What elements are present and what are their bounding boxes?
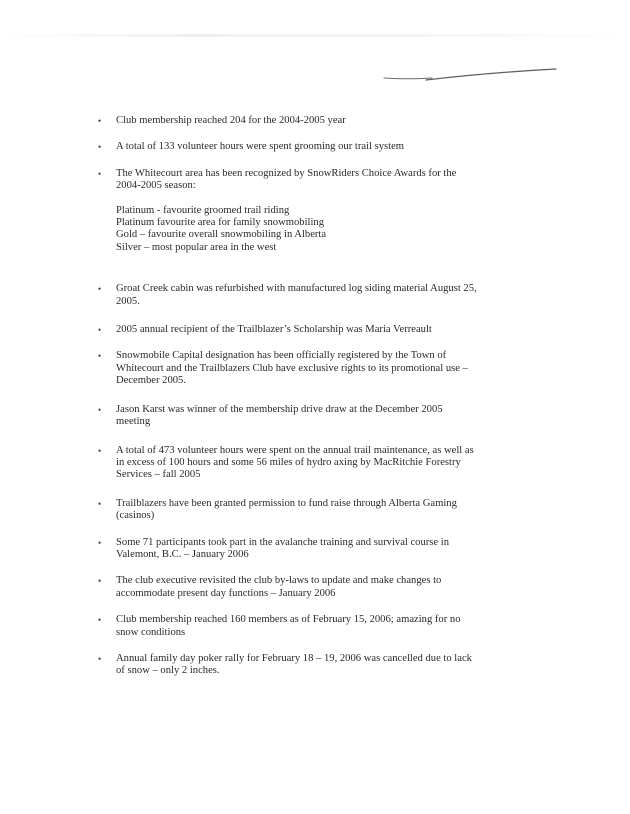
list-item-text: Trailblazers have been granted permission to fund raise through Alberta Gaming (casinos) xyxy=(116,497,457,522)
list-item xyxy=(98,445,478,482)
bullet-icon: • xyxy=(98,325,102,336)
list-item xyxy=(98,498,478,523)
bullet-icon: • xyxy=(98,116,102,126)
list-item xyxy=(98,575,478,600)
list-item-text: A total of 473 volunteer hours were spent on the annual trail maintenance, as well as in excess of 100 hours and some 56 miles of hydro axing by MacRitchie Forestry Services – fall 2005 xyxy=(116,444,474,481)
list-item-text: Club membership reached 160 members as of February 15, 2006; amazing for no snow conditions xyxy=(116,614,461,638)
bullet-icon: • xyxy=(98,576,102,587)
list-item xyxy=(98,653,478,678)
award-line: Silver – most popular area in the west xyxy=(116,241,277,253)
list-item-text: The club executive revisited the club by-laws to update and make changes to accommodate present day functions – January 2006 xyxy=(116,575,442,599)
bullet-icon: • xyxy=(98,404,102,415)
bullet-icon: • xyxy=(98,653,102,664)
awards-list xyxy=(116,205,478,255)
award-line: Platinum favourite area for family snowmobiling xyxy=(116,217,325,229)
list-item-text: 2005 annual recipient of the Trailblazer’s Scholarship was Maria Verreault xyxy=(116,324,432,336)
list-item-text: The Whitecourt area has been recognized by SnowRiders Choice Awards for the 2004-2005 season: xyxy=(116,167,457,192)
pen-mark-signature xyxy=(380,62,560,86)
list-item-text: Some 71 participants took part in the avalanche training and survival course in Valemont, B.C. – January 2006 xyxy=(116,536,450,560)
list-item xyxy=(98,283,478,308)
list-item-text: Groat Creek cabin was refurbished with manufactured log siding material August 25, 2005. xyxy=(116,283,477,307)
list-item-text: Club membership reached 204 for the 2004-2005 year xyxy=(116,115,346,126)
award-line: Platinum - favourite groomed trail riding xyxy=(116,204,290,216)
award-line: Gold – favourite overall snowmobiling in Alberta xyxy=(116,229,327,241)
list-item xyxy=(98,141,478,153)
bullet-icon: • xyxy=(98,445,102,456)
bullet-icon: • xyxy=(98,498,102,509)
list-item xyxy=(98,614,478,639)
list-item-text: Annual family day poker rally for February 18 – 19, 2006 was cancelled due to lack of snow – only 2 inches. xyxy=(116,652,472,677)
bullet-icon: • xyxy=(98,142,102,153)
list-item xyxy=(98,115,478,127)
bullet-icon: • xyxy=(98,615,102,626)
bullet-icon: • xyxy=(98,284,102,295)
bullet-icon: • xyxy=(98,351,102,362)
accomplishments-list xyxy=(98,115,478,678)
list-item-text: A total of 133 volunteer hours were spent grooming our trail system xyxy=(116,141,405,153)
list-item xyxy=(98,350,478,387)
list-item xyxy=(98,168,478,254)
list-item xyxy=(98,324,478,336)
bullet-icon: • xyxy=(98,537,102,548)
scan-artifact xyxy=(0,34,630,37)
bullet-icon: • xyxy=(98,168,102,179)
list-item xyxy=(98,537,478,562)
list-item-text: Snowmobile Capital designation has been officially registered by the Town of Whitecourt and the Trailblazers Club have exclusive rights to its promotional use – December 2005. xyxy=(116,350,468,387)
list-item xyxy=(98,404,478,429)
list-item-text: Jason Karst was winner of the membership drive draw at the December 2005 meeting xyxy=(116,403,443,428)
